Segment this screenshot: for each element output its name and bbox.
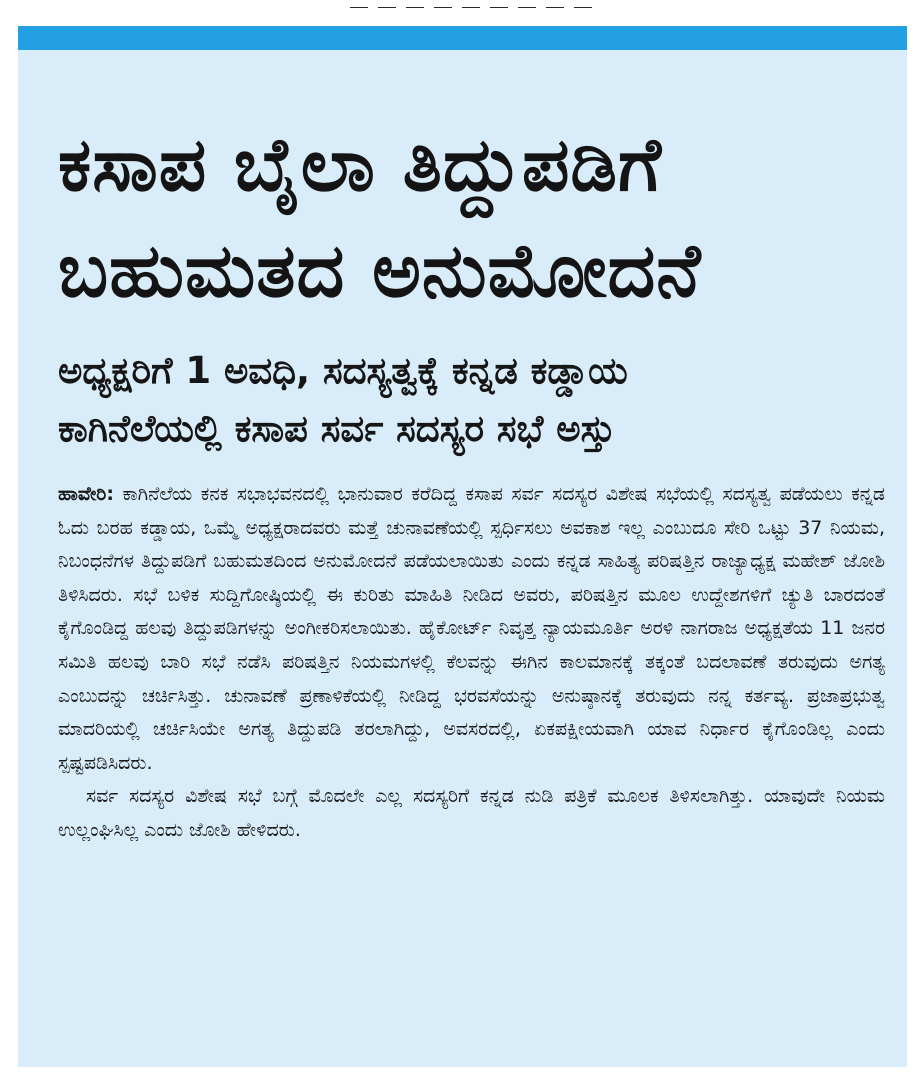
body-paragraph-2: ಸರ್ವ ಸದಸ್ಯರ ವಿಶೇಷ ಸಭೆ ಬಗ್ಗೆ ಮೊದಲೇ ಎಲ್ಲ ಸದಸ್ಯರಿಗೆ ಕನ್ನಡ ನುಡಿ ಪತ್ರಿಕೆ ಮೂಲಕ ತಿಳಿಸಲಾಗಿತ್ತು. ಯಾವುದೇ ನಿಯಮ ಉಲ್ಲಂಘಿಸಿಲ್ಲ ಎಂದು ಜೋಶಿ ಹೇಳಿದರು. — [58, 785, 885, 841]
headline-line-2: ಬಹುಮತದ ಅನುಮೋದನೆ — [58, 228, 702, 314]
dateline: ಹಾವೇರಿ: — [58, 483, 114, 505]
headline-line-1: ಕಸಾಪ ಬೈಲಾ ತಿದ್ದುಪಡಿಗೆ — [58, 122, 663, 208]
subhead-line-2: ಕಾಗಿನೆಲೆಯಲ್ಲಿ ಕಸಾಪ ಸರ್ವ ಸದಸ್ಯರ ಸಭೆ ಅಸ್ತು — [58, 407, 616, 450]
subhead-line-1: ಅಧ್ಯಕ್ಷರಿಗೆ 1 ಅವಧಿ, ಸದಸ್ಯತ್ವಕ್ಕೆ ಕನ್ನಡ ಕಡ್ಡಾಯ — [58, 349, 628, 392]
body-paragraph-1 — [58, 478, 885, 780]
previous-article-fragment — [350, 0, 630, 8]
headline — [58, 112, 885, 324]
article-body — [58, 478, 885, 848]
subheadline — [58, 342, 885, 458]
news-clipping — [18, 26, 907, 1067]
paragraph-1-text: ಕಾಗಿನೆಲೆಯ ಕನಕ ಸಭಾಭವನದಲ್ಲಿ ಭಾನುವಾರ ಕರೆದಿದ್ದ ಕಸಾಪ ಸರ್ವ ಸದಸ್ಯರ ವಿಶೇಷ ಸಭೆಯಲ್ಲಿ ಸದಸ್ಯತ್ವ ಪಡೆಯಲು ಕನ್ನಡ ಓದು ಬರಹ ಕಡ್ಡಾಯ, ಒಮ್ಮೆ ಅಧ್ಯಕ್ಷರಾದವರು ಮತ್ತೆ ಚುನಾವಣೆಯಲ್ಲಿ ಸ್ಪರ್ಧಿಸಲು ಅವಕಾಶ ಇಲ್ಲ ಎಂಬುದೂ ಸೇರಿ ಒಟ್ಟು 37 ನಿಯಮ, ನಿಬಂಧನೆಗಳ ತಿದ್ದುಪಡಿಗೆ ಬಹುಮತದಿಂದ ಅನುಮೋದನೆ ಪಡೆಯಲಾಯಿತು ಎಂದು ಕನ್ನಡ ಸಾಹಿತ್ಯ ಪರಿಷತ್ತಿನ ರಾಜ್ಯಾಧ್ಯಕ್ಷ ಮಹೇಶ್ ಜೋಶಿ ತಿಳಿಸಿದರು. ಸಭೆ ಬಳಿಕ ಸುದ್ದಿಗೋಷ್ಠಿಯಲ್ಲಿ ಈ ಕುರಿತು ಮಾಹಿತಿ ನೀಡಿದ ಅವರು, ಪರಿಷತ್ತಿನ ಮೂಲ ಉದ್ದೇಶಗಳಿಗೆ ಚ್ಯುತಿ ಬಾರದಂತೆ ಕೈಗೊಂಡಿದ್ದ ಹಲವು ತಿದ್ದುಪಡಿಗಳನ್ನು ಅಂಗೀಕರಿಸಲಾಯಿತು. ಹೈಕೋರ್ಟ್ ನಿವೃತ್ತ ನ್ಯಾಯಮೂರ್ತಿ ಅರಳಿ ನಾಗರಾಜ ಅಧ್ಯಕ್ಷತೆಯ 11 ಜನರ ಸಮಿತಿ ಹಲವು ಬಾರಿ ಸಭೆ ನಡೆಸಿ ಪರಿಷತ್ತಿನ ನಿಯಮಗಳಲ್ಲಿ ಕೆಲವನ್ನು ಈಗಿನ ಕಾಲಮಾನಕ್ಕೆ ತಕ್ಕಂತೆ ಬದಲಾವಣೆ ತರುವುದು ಅಗತ್ಯ ಎಂಬುದನ್ನು ಚರ್ಚಿಸಿತ್ತು. ಚುನಾವಣೆ ಪ್ರಣಾಳಿಕೆಯಲ್ಲಿ ನೀಡಿದ್ದ ಭರವಸೆಯನ್ನು ಅನುಷ್ಠಾನಕ್ಕೆ ತರುವುದು ನನ್ನ ಕರ್ತವ್ಯ. ಪ್ರಜಾಪ್ರಭುತ್ವ ಮಾದರಿಯಲ್ಲಿ ಚರ್ಚಿಸಿಯೇ ಅಗತ್ಯ ತಿದ್ದುಪಡಿ ತರಲಾಗಿದ್ದು, ಅವಸರದಲ್ಲಿ, ಏಕಪಕ್ಷೀಯವಾಗಿ ಯಾವ ನಿರ್ಧಾರ ಕೈಗೊಂಡಿಲ್ಲ ಎಂದು ಸ್ಪಷ್ಟಪಡಿಸಿದರು. — [58, 483, 885, 774]
